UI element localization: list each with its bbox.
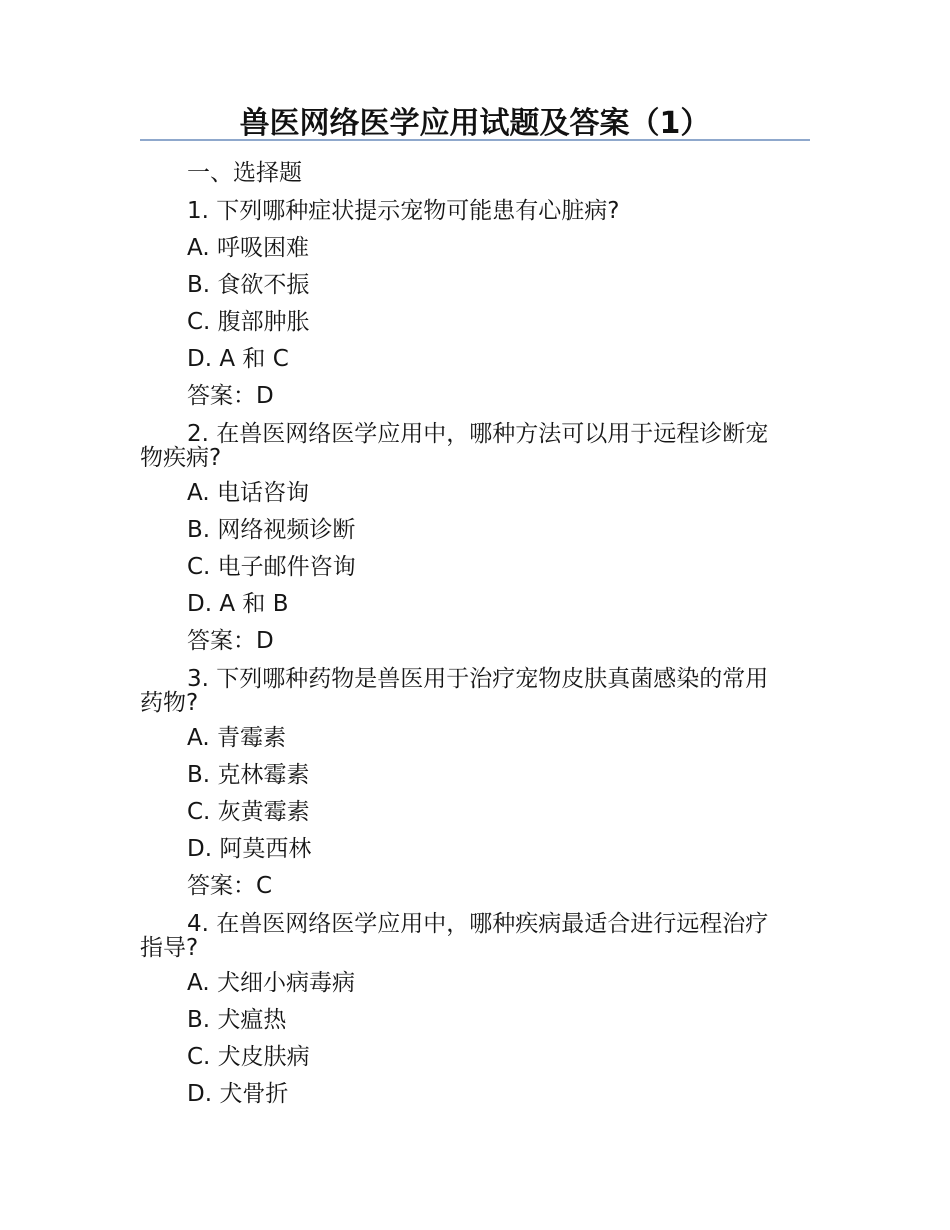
question-2-option-a: A. 电话咨询	[187, 480, 309, 506]
question-2-text	[140, 422, 820, 470]
question-2-answer: 答案：D	[187, 628, 274, 654]
question-1-option-d: D. A 和 C	[187, 346, 289, 372]
question-1-option-b: B. 食欲不振	[187, 272, 310, 298]
question-3-line-1: 3. 下列哪种药物是兽医用于治疗宠物皮肤真菌感染的常用	[187, 666, 769, 692]
question-3-option-b: B. 克林霉素	[187, 762, 310, 788]
question-2-line-1: 2. 在兽医网络医学应用中，哪种方法可以用于远程诊断宠	[187, 421, 769, 447]
question-3-option-a: A. 青霉素	[187, 725, 286, 751]
question-2-option-d: D. A 和 B	[187, 591, 289, 617]
question-1-text: 1. 下列哪种症状提示宠物可能患有心脏病?	[187, 198, 620, 224]
question-2-option-b: B. 网络视频诊断	[187, 517, 356, 543]
title-underline	[140, 139, 810, 141]
question-3-option-d: D. 阿莫西林	[187, 836, 312, 862]
document-title: 兽医网络医学应用试题及答案（1）	[239, 106, 711, 141]
section-heading: 一、选择题	[187, 160, 302, 186]
question-3-text	[140, 667, 820, 715]
question-4-option-a: A. 犬细小病毒病	[187, 970, 355, 996]
question-1-option-c: C. 腹部肿胀	[187, 309, 310, 335]
question-4-text	[140, 912, 820, 960]
question-1-option-a: A. 呼吸困难	[187, 235, 309, 261]
question-1-answer: 答案：D	[187, 383, 274, 409]
question-3-line-2: 药物?	[140, 690, 199, 716]
question-4-option-b: B. 犬瘟热	[187, 1007, 287, 1033]
question-2-line-2: 物疾病?	[140, 445, 222, 471]
question-2-option-c: C. 电子邮件咨询	[187, 554, 356, 580]
question-4-option-c: C. 犬皮肤病	[187, 1044, 310, 1070]
question-3-answer: 答案：C	[187, 873, 273, 899]
question-3-option-c: C. 灰黄霉素	[187, 799, 310, 825]
question-4-line-1: 4. 在兽医网络医学应用中，哪种疾病最适合进行远程治疗	[187, 911, 769, 937]
question-4-option-d: D. 犬骨折	[187, 1081, 289, 1107]
question-4-line-2: 指导?	[140, 935, 199, 961]
